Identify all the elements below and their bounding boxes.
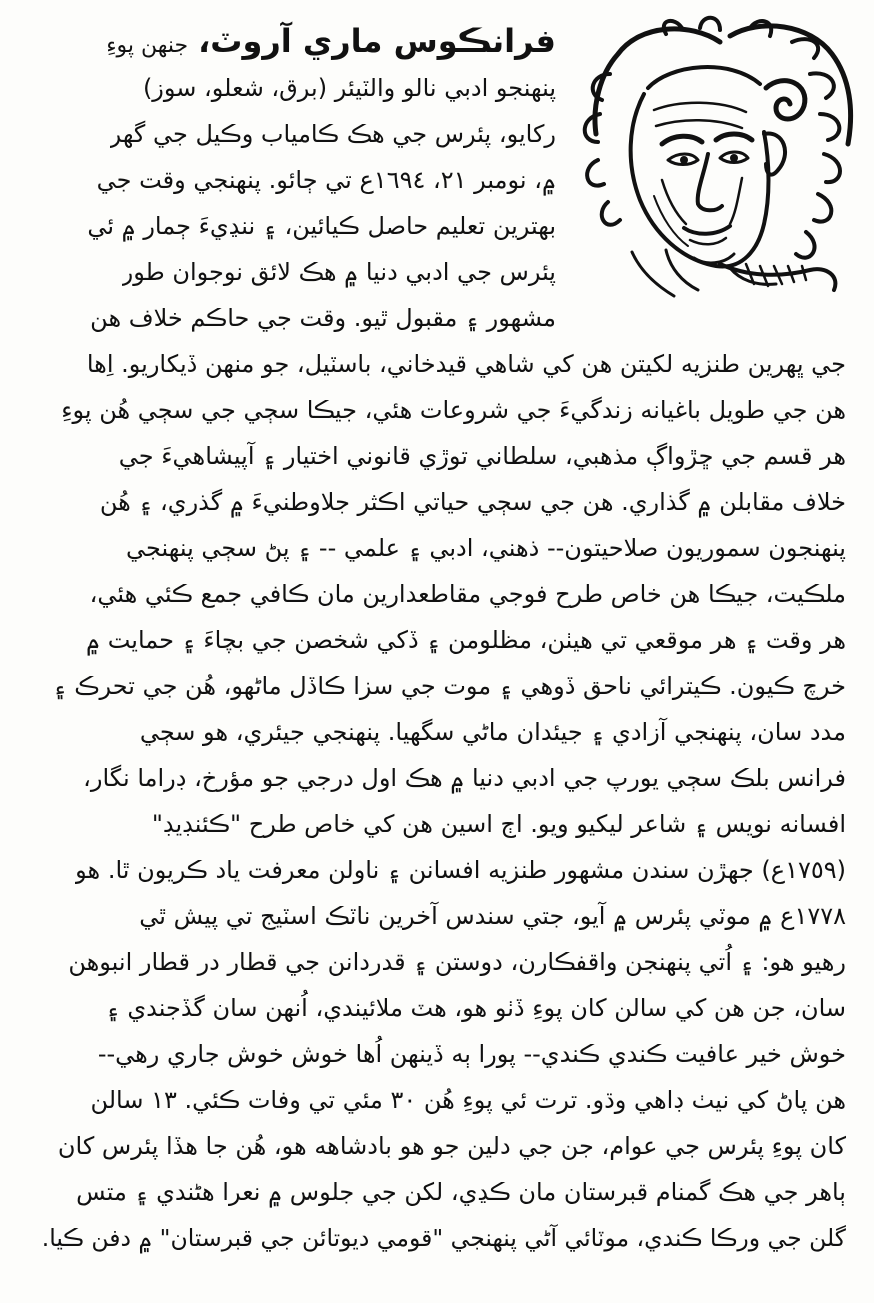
text-line: کان پوءِ پئرس جي عوام، جن جي دلين جو هو بادشاهه هو، هُن جا هڏا پئرس کان bbox=[57, 1132, 846, 1160]
text-line: هر وقت ۽ هر موقعي تي هيٺن، مظلومن ۽ ڏکي شخصن جي بچاءَ ۽ حمايت ۾ bbox=[86, 626, 846, 654]
article-title bbox=[16, 18, 556, 64]
portrait-sketch bbox=[570, 14, 862, 306]
text-line: خلاف مقابلن ۾ گذاري. هن جي سڄي حياتي اڪثر جلاوطنيءَ ۾ گذري، ۽ هُن bbox=[99, 488, 846, 516]
text-line: فرانس بلڪ سڄي يورپ جي ادبي دنيا ۾ هڪ اول درجي جو مؤرخ، ڊراما نگار، bbox=[83, 764, 846, 792]
portrait-sketch-icon bbox=[570, 14, 862, 306]
text-line: افسانه نويس ۽ شاعر ليکيو ويو. اڄ اسين هن کي خاص طرح "ڪئنڊيڊ" bbox=[151, 810, 846, 838]
text-line: هن پاڻ کي نيٺ ڊاهي وڌو. ترت ئي پوءِ هُن ٣٠ مئي تي وفات ڪئي. ١٣ سالن bbox=[90, 1086, 846, 1114]
text-line: گلن جي ورڪا ڪندي، موٽائي آڻي پنهنجي "قومي ديوتائن جي قبرستان" ۾ دفن ڪيا. bbox=[41, 1224, 846, 1252]
text-line: پنهنجو ادبي نالو والٽيئر (برق، شعلو، سوز) bbox=[142, 74, 556, 102]
text-line: خرچ ڪيون. ڪيترائي ناحق ڏوهي ۽ موت جي سزا ڪاڏل ماڻهو، هُن جي تحرڪ ۽ bbox=[52, 672, 846, 700]
text-line: رهيو هو: ۽ اُتي پنهنجن واقفڪارن، دوستن ۽ قدردانن جي قطار در قطار انبوهن bbox=[68, 948, 846, 976]
text-line: هن جي طويل باغيانه زندگيءَ جي شروعات هئي، جيڪا سڄي جي سڄي هُن پوءِ bbox=[61, 396, 846, 424]
text-line: ۾، نومبر ٢١، ١٦٩٤ع تي ڄائو. پنهنجي وقت جي bbox=[96, 166, 556, 194]
text-line: ٻاهر جي هڪ گمنام قبرستان مان ڪڍي، لکن جي جلوس ۾ نعرا هڻندي ۽ متس bbox=[76, 1178, 846, 1206]
text-line: ١٧٧٨ع ۾ موٽي پئرس ۾ آيو، جتي سندس آخرين ناٽڪ اسٽيج تي پيش ٿي bbox=[139, 902, 846, 930]
text-line: رکايو، پئرس جي هڪ ڪامياب وڪيل جي گهر bbox=[109, 120, 556, 148]
text-line: بهترين تعليم حاصل ڪيائين، ۽ ننڍيءَ ڄمار ۾ ئي bbox=[87, 212, 556, 240]
text-line: (١٧٥٩ع) جهڙن سندن مشهور طنزيه افسانن ۽ ناولن معرفت ياد ڪريون ٿا. هو bbox=[75, 856, 846, 884]
title-continuation: جنهن پوءِ bbox=[106, 33, 189, 58]
text-line: سان، جن هن کي سالن کان پوءِ ڏٺو هو، هٽ ملائيندي، اُنهن سان گڏجندي ۽ bbox=[105, 994, 846, 1022]
text-line: ملڪيت، جيڪا هن خاص طرح فوجي مقاطعدارين مان ڪافي جمع ڪئي هئي، bbox=[89, 580, 846, 608]
title-name: فرانڪوس ماري آروٽ، bbox=[198, 22, 556, 60]
text-line: پنهنجون سموريون صلاحيتون-- ذهني، ادبي ۽ علمي -- ۽ پڻ سڄي پنهنجي bbox=[126, 534, 846, 562]
text-line: جي ڀهرين طنزيه لکيتن هن کي شاهي قيدخاني، باسٽيل، جو منهن ڏيکاريو. اِها bbox=[86, 350, 846, 378]
text-line: پئرس جي ادبي دنيا ۾ هڪ لائق نوجوان طور bbox=[121, 258, 556, 286]
text-line: مشهور ۽ مقبول ٿيو. وقت جي حاڪم خلاف هن bbox=[90, 304, 556, 332]
text-line: خوش خير عافيت ڪندي ڪندي-- پورا ٻه ڏينهن اُها خوش خوش جاري رهي-- bbox=[97, 1040, 846, 1068]
text-line: هر قسم جي ڇڙواڳ مذهبي، سلطاني توڙي قانوني اختيار ۽ آپيشاهيءَ جي bbox=[118, 442, 846, 470]
text-line: مدد سان، پنهنجي آزادي ۽ جيئدان ماڻي سگهيا. پنهنجي جيئري، هو سڄي bbox=[139, 718, 846, 746]
